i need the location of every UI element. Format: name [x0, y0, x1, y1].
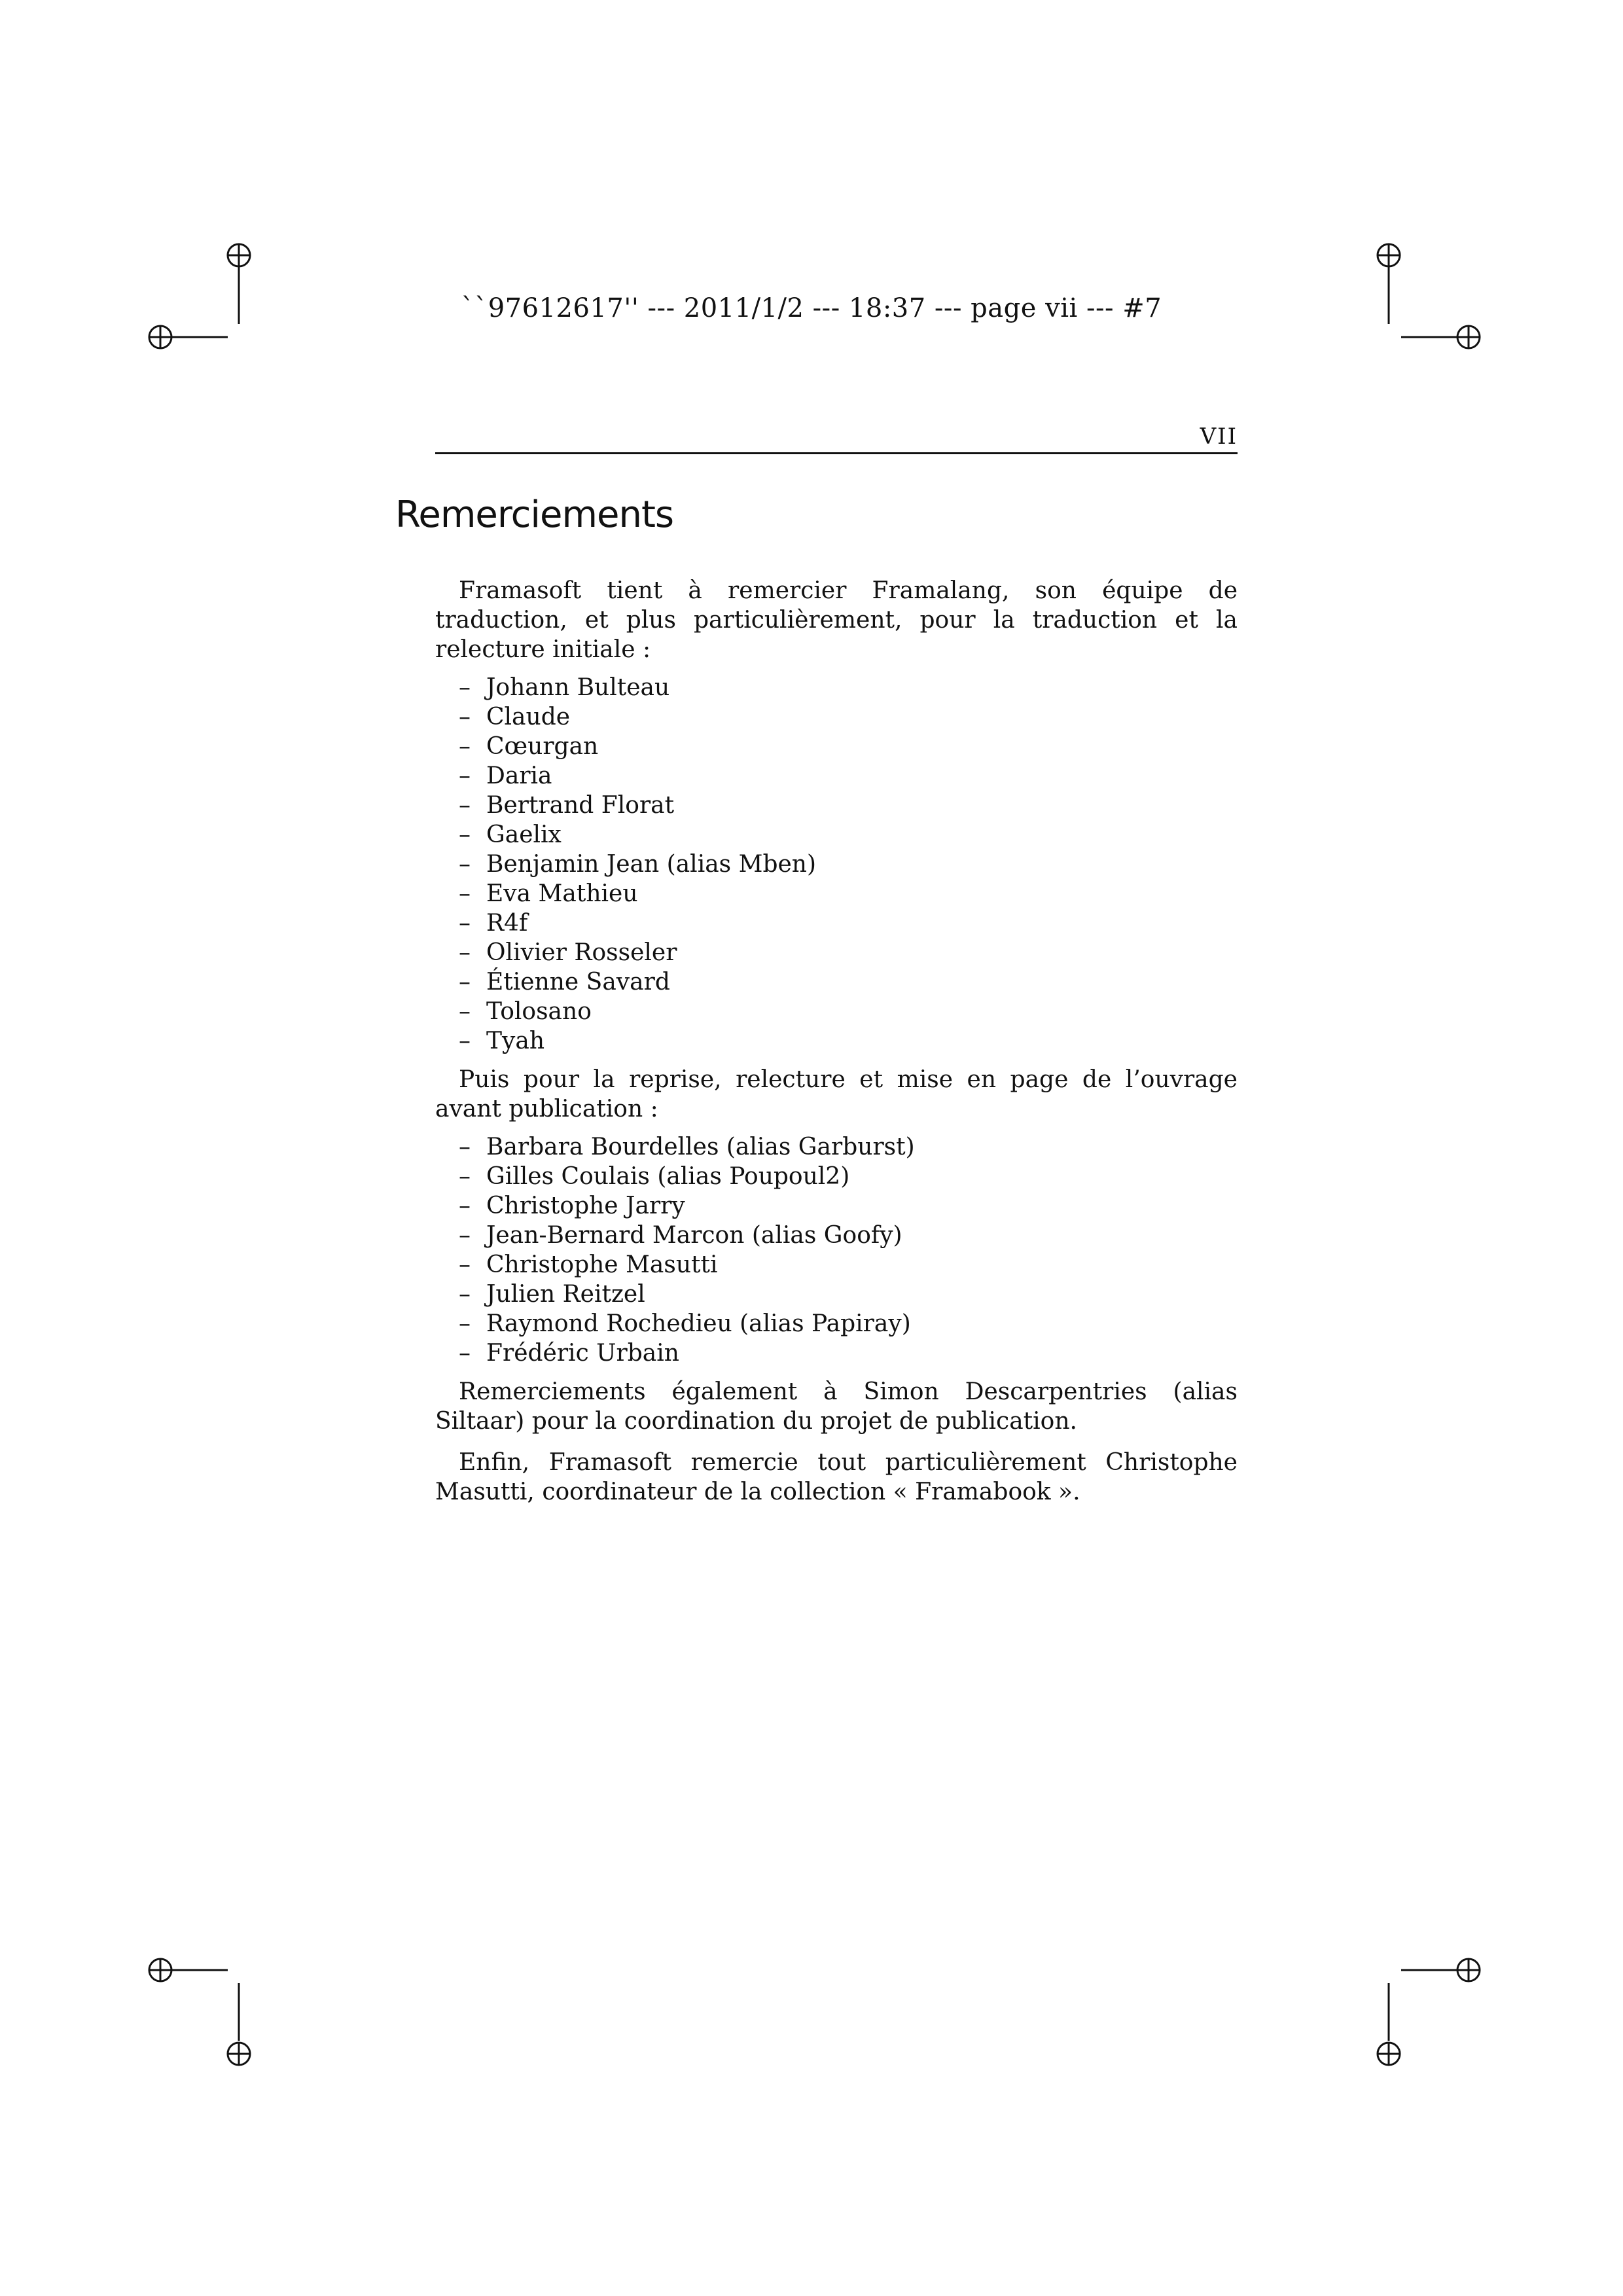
reviewer-name: Jean-Bernard Marcon (alias Goofy)	[486, 1222, 902, 1249]
reviewer-name: Christophe Jarry	[486, 1193, 685, 1219]
bullet-dash: –	[459, 1281, 471, 1308]
translator-name: Johann Bulteau	[486, 674, 670, 701]
list-item	[459, 997, 1238, 1026]
bullet-dash: –	[459, 821, 471, 848]
list-item	[459, 1221, 1238, 1250]
crop-mark-bottom-right	[1378, 1959, 1480, 2065]
bullet-dash: –	[459, 1163, 471, 1190]
bullet-dash: –	[459, 1340, 471, 1367]
list-item	[459, 1309, 1238, 1338]
translator-name: Tolosano	[486, 998, 592, 1025]
list-item	[459, 791, 1238, 820]
main-content	[435, 576, 1238, 1507]
list-item	[459, 908, 1238, 938]
reviewers-list	[435, 1132, 1238, 1368]
reviewer-name: Julien Reitzel	[486, 1281, 645, 1308]
list-item	[459, 1162, 1238, 1191]
translator-name: Tyah	[486, 1028, 544, 1054]
list-item	[459, 1280, 1238, 1309]
translator-name: R4f	[486, 910, 528, 937]
reviewer-name: Raymond Rochedieu (alias Papiray)	[486, 1310, 911, 1337]
bullet-dash: –	[459, 674, 471, 701]
bullet-dash: –	[459, 969, 471, 996]
list-item	[459, 967, 1238, 997]
bullet-dash: –	[459, 1193, 471, 1219]
bullet-dash: –	[459, 1134, 471, 1160]
reviewer-name: Barbara Bourdelles (alias Garburst)	[486, 1134, 915, 1160]
crop-mark-bottom-left	[149, 1959, 250, 2065]
page-number: VII	[1200, 423, 1238, 450]
running-header	[435, 423, 1238, 454]
bullet-dash: –	[459, 939, 471, 966]
bullet-dash: –	[459, 792, 471, 819]
bullet-dash: –	[459, 733, 471, 760]
bullet-dash: –	[459, 1028, 471, 1054]
bullet-dash: –	[459, 762, 471, 789]
review-intro-paragraph: Puis pour la reprise, relecture et mise en page de l’ouvrage avant publication :	[435, 1066, 1238, 1122]
bullet-dash: –	[459, 1222, 471, 1249]
translator-name: Benjamin Jean (alias Mben)	[486, 851, 817, 878]
list-item	[459, 702, 1238, 732]
list-item	[459, 879, 1238, 908]
list-item	[459, 732, 1238, 761]
translators-list	[435, 673, 1238, 1056]
reviewer-name: Gilles Coulais (alias Poupoul2)	[486, 1163, 850, 1190]
translator-name: Eva Mathieu	[486, 880, 638, 907]
translator-name: Gaelix	[486, 821, 562, 848]
translator-name: Étienne Savard	[486, 969, 670, 996]
list-item	[459, 1191, 1238, 1221]
bullet-dash: –	[459, 880, 471, 907]
bullet-dash: –	[459, 704, 471, 730]
bullet-dash: –	[459, 998, 471, 1025]
print-slug: ``97612617'' --- 2011/1/2 --- 18:37 --- page vii --- #7	[461, 293, 1162, 323]
closing-paragraph: Enfin, Framasoft remercie tout particulièrement Christophe Masutti, coordinateur de la collection « Framabook ».	[435, 1449, 1238, 1505]
list-item	[459, 1026, 1238, 1056]
list-item	[459, 1132, 1238, 1162]
list-item	[459, 1338, 1238, 1368]
list-item	[459, 673, 1238, 702]
translator-name: Daria	[486, 762, 552, 789]
translator-name: Claude	[486, 704, 571, 730]
intro-paragraph: Framasoft tient à remercier Framalang, son équipe de traduction, et plus particulièrement, pour la traduction et la relecture initiale :	[435, 577, 1238, 663]
translator-name: Bertrand Florat	[486, 792, 675, 819]
bullet-dash: –	[459, 851, 471, 878]
reviewer-name: Christophe Masutti	[486, 1251, 718, 1278]
list-item	[459, 820, 1238, 850]
list-item	[459, 850, 1238, 879]
coordination-thanks-paragraph: Remerciements également à Simon Descarpentries (alias Siltaar) pour la coordination du projet de publication.	[435, 1378, 1238, 1435]
list-item	[459, 1250, 1238, 1280]
translator-name: Cœurgan	[486, 733, 599, 760]
bullet-dash: –	[459, 1251, 471, 1278]
bullet-dash: –	[459, 910, 471, 937]
chapter-title: Remerciements	[395, 493, 674, 536]
list-item	[459, 938, 1238, 967]
list-item	[459, 761, 1238, 791]
bullet-dash: –	[459, 1310, 471, 1337]
reviewer-name: Frédéric Urbain	[486, 1340, 679, 1367]
translator-name: Olivier Rosseler	[486, 939, 677, 966]
